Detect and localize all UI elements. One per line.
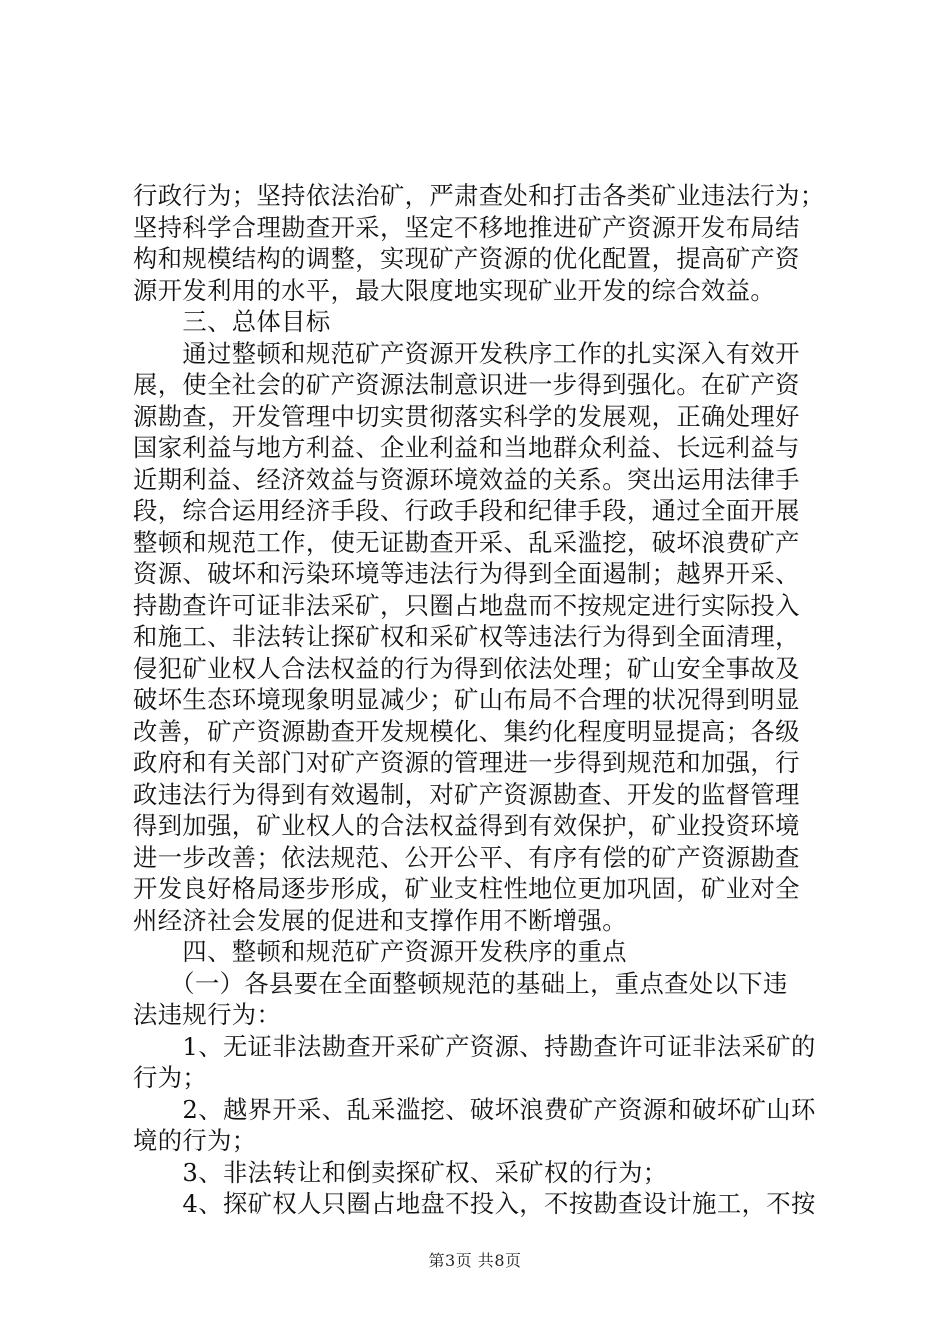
text-line: 源开发利用的水平，最大限度地实现矿业开发的综合效益。 — [133, 275, 776, 305]
list-item: 3、非法转让和倒卖探矿权、采矿权的行为； — [133, 1157, 668, 1187]
total-pages: 8 — [494, 1251, 505, 1270]
text-line: 坚持科学合理勘查开采，坚定不移地推进矿产资源开发布局结 — [133, 212, 800, 242]
text-line: 开发良好格局逐步形成，矿业支柱性地位更加巩固，矿业对全 — [133, 874, 800, 903]
text-line: 破坏生态环境现象明显减少；矿山布局不合理的状况得到明显 — [133, 685, 800, 714]
page-suffix: 页 — [455, 1251, 473, 1270]
text-line: 构和规模结构的调整，实现矿产资源的优化配置，提高矿产资 — [133, 244, 800, 273]
text-line: 侵犯矿业权人合法权益的行为得到依法处理；矿山安全事故及 — [133, 653, 800, 683]
text-line: 通过整顿和规范矿产资源开发秩序工作的扎实深入有效开 — [133, 338, 800, 368]
total-prefix: 共 — [477, 1251, 495, 1270]
text-line: 持勘查许可证非法采矿，只圈占地盘而不按规定进行实际投入 — [133, 590, 800, 620]
page-footer — [0, 1248, 950, 1271]
text-line: 政府和有关部门对矿产资源的管理进一步得到规范和加强，行 — [133, 748, 800, 777]
text-line: 国家利益与地方利益、企业利益和当地群众利益、长远利益与 — [133, 433, 800, 462]
text-line: 得到加强，矿业权人的合法权益得到有效保护，矿业投资环境 — [133, 811, 800, 840]
text-line: 和施工、非法转让探矿权和采矿权等违法行为得到全面清理， — [133, 622, 800, 651]
text-line: 整顿和规范工作，使无证勘查开采、乱采滥挖，破坏浪费矿产 — [133, 527, 800, 557]
text-line: 资源、破坏和污染环境等违法行为得到全面遏制；越界开采、 — [133, 559, 800, 588]
text-line: 源勘查，开发管理中切实贯彻落实科学的发展观，正确处理好 — [133, 401, 800, 431]
text-line: 州经济社会发展的促进和支撑作用不断增强。 — [133, 905, 627, 935]
page-number: 3 — [445, 1251, 456, 1270]
text-line: 境的行为； — [133, 1126, 257, 1155]
text-line: （一）各县要在全面整顿规范的基础上，重点查处以下违 — [133, 968, 788, 998]
section-heading: 三、总体目标 — [133, 307, 331, 336]
text-line: 行政行为；坚持依法治矿，严肃查处和打击各类矿业违法行为； — [133, 181, 825, 210]
text-line: 近期利益、经济效益与资源环境效益的关系。突出运用法律手 — [133, 464, 800, 494]
text-line: 展，使全社会的矿产资源法制意识进一步得到强化。在矿产资 — [133, 370, 800, 399]
total-suffix: 页 — [505, 1251, 522, 1270]
text-line: 政违法行为得到有效遏制，对矿产资源勘查、开发的监督管理 — [133, 779, 800, 809]
list-item: 4、探矿权人只圈占地盘不投入，不按勘查设计施工，不按 — [133, 1189, 816, 1218]
list-item: 1、无证非法勘查开采矿产资源、持勘查许可证非法采矿的 — [133, 1031, 816, 1061]
list-item: 2、越界开采、乱采滥挖、破坏浪费矿产资源和破坏矿山环 — [133, 1094, 816, 1124]
page-prefix: 第 — [428, 1251, 445, 1270]
text-line: 改善，矿产资源勘查开发规模化、集约化程度明显提高；各级 — [133, 716, 800, 746]
text-line: 段，综合运用经济手段、行政手段和纪律手段，通过全面开展 — [133, 496, 800, 525]
section-heading: 四、整顿和规范矿产资源开发秩序的重点 — [133, 937, 627, 966]
document-body — [133, 180, 833, 1220]
text-line: 行为； — [133, 1063, 208, 1092]
text-line: 进一步改善；依法规范、公开公平、有序有偿的矿产资源勘查 — [133, 842, 800, 872]
text-line: 法违规行为： — [133, 1000, 282, 1029]
